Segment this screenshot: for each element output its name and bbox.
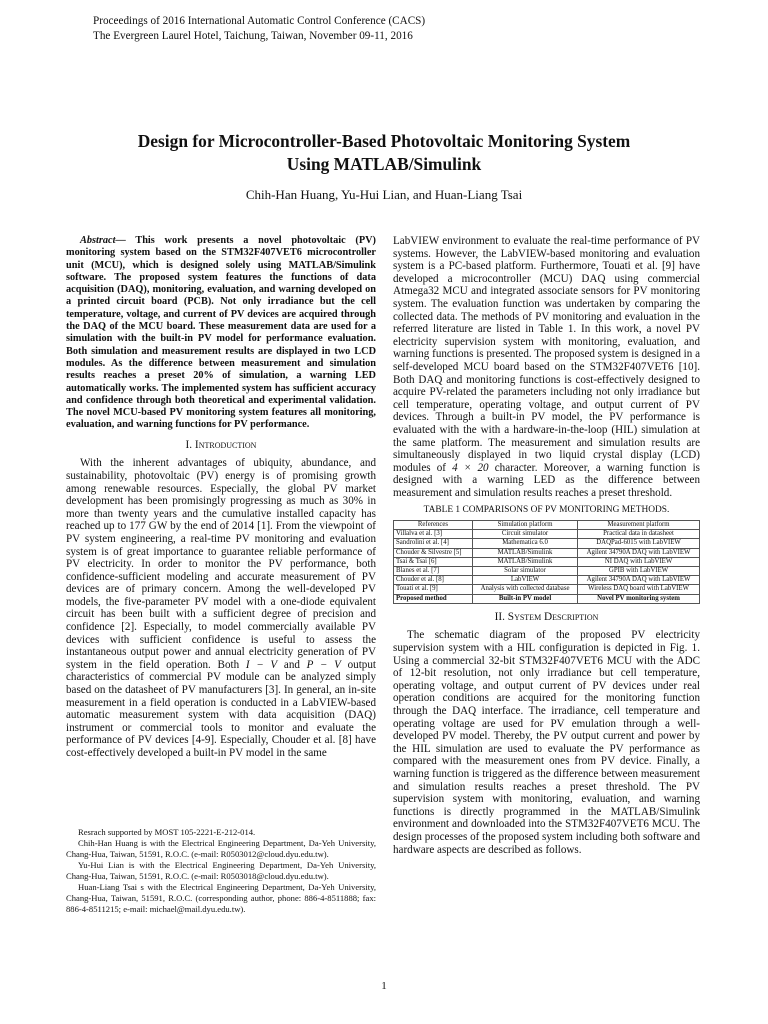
table-cell: Solar simulator: [472, 567, 577, 576]
table-row: [394, 548, 700, 557]
table-cell: Proposed method: [394, 594, 473, 603]
table-cell: NI DAQ with LabVIEW: [578, 557, 700, 566]
title-line-2: Using MATLAB/Simulink: [286, 154, 482, 174]
table-cell: Agilent 34790A DAQ with LabVIEW: [578, 576, 700, 585]
title-line-1: Design for Microcontroller-Based Photovoltaic Monitoring System: [137, 131, 631, 151]
table-cell: Analysis with collected database: [472, 585, 577, 594]
continued-text-b: character. Moreover, a warning function is designed with a warning LED as the difference between measurement and simulation results reaches a preset threshold.: [393, 461, 700, 499]
pv-symbol: P − V: [306, 658, 341, 671]
table-row: [394, 567, 700, 576]
page-number: 1: [381, 980, 387, 992]
intro-paragraph: [66, 457, 376, 759]
abstract-lead: Abstract—: [80, 235, 126, 246]
comparison-table: [393, 520, 700, 604]
header-line-2: The Evergreen Laurel Hotel, Taichung, Taiwan, November 09-11, 2016: [93, 30, 413, 42]
footnote-author-1: Chih-Han Huang is with the Electrical Engineering Department, Da-Yeh University, Chang-Hua, Taiwan, 51591, R.O.C. (e-mail: R0503012@cloud.dyu.edu.tw).: [66, 838, 376, 859]
table-cell: Villalva et al. [3]: [394, 530, 473, 539]
section-heading-system-description: II. System Description: [494, 610, 599, 623]
table-caption: TABLE 1 COMPARISONS OF PV MONITORING METHODS.: [423, 505, 670, 516]
table-cell: Built-in PV model: [472, 594, 577, 603]
continued-text-a: LabVIEW environment to evaluate the real-time performance of PV systems. However, the LabVIEW-based monitoring and evaluation system is a PC-based platform. Furthermore, Touati et al. [9] have developed a microcontroller (MCU) DAQ using commercial Atmega32 MCU and integrated associate sensors for PV monitoring system. The evaluation function was undertaken by comparing the collected data. The methods of PV monitoring and evaluation in the referred literature are listed in Table 1. In this work, a novel PV electricity supervision system with monitoring, evaluation, and warning functions is presented. The proposed system is designed in a self-developed MCU board based on the STM32F407VET6 [10]. Both DAQ and monitoring functions is cost-effectively designed to acquire PV-related the parameters including not only irradiance but cell temperature, operating voltage, and output current of PV devices. Through a built-in PV model, the PV performance is evaluated with the with a hardware-in-the-loop (HIL) simulation at the same platform. The measurement and simulation results are simultaneously displayed in two liquid crystal display (LCD) modules of: [393, 235, 700, 474]
table-cell: Sandrolini et al. [4]: [394, 539, 473, 548]
system-description-paragraph: The schematic diagram of the proposed PV electricity supervision system with a HIL configuration is depicted in Fig. 1. Using a commercial 32-bit STM32F407VET6 MCU with the ADC of 12-bit resolution, not only irradiance but cell temperature, operating voltage, and output current of PV devices under real operation conditions are acquired for the monitoring function through the DAQ interface. The irradiance, cell temperature and operating voltage are used for PV emulation through a well-developed PV model. Thereby, the PV output current and power by the HIL simulation are used to evaluate the PV performance as compared with the measurement ones from PV device. Finally, a warning function is triggered as the difference between measurement and simulation results reaches a preset threshold. The PV supervision system with monitoring, evaluation, and warning functions is directly programmed in the MATLAB/Simulink environment and downloaded into the STM32F407VET6 MCU. The design processes of the proposed system including both software and hardware aspects are described as follows.: [393, 629, 700, 856]
table-cell: MATLAB/Simulink: [472, 557, 577, 566]
intro-and: and: [277, 658, 307, 671]
table-cell: Wireless DAQ board with LabVIEW: [578, 585, 700, 594]
footnotes: [66, 827, 376, 915]
iv-symbol: I − V: [245, 658, 278, 671]
footnote-author-2: Yu-Hui Lian is with the Electrical Engineering Department, Da-Yeh University, Chang-Hua, Taiwan, 51591, R.O.C. (e-mail: R0503018@cloud.dyu.edu.tw).: [66, 860, 376, 881]
table-row: [394, 539, 700, 548]
table-cell: Novel PV monitoring system: [578, 594, 700, 603]
proceedings-header: [93, 14, 425, 44]
table-header-cell: Simulation platform: [472, 521, 577, 530]
table-cell: Blanes et al. [7]: [394, 567, 473, 576]
table-header-cell: Measurement platform: [578, 521, 700, 530]
table-cell: Touati et al. [9]: [394, 585, 473, 594]
right-column: [393, 235, 700, 856]
table-row: [394, 576, 700, 585]
table-header-row: [394, 521, 700, 530]
table-row: [394, 585, 700, 594]
footnote-funding: Resrach supported by MOST 105-2221-E-212-014.: [78, 827, 256, 837]
paper-title: [0, 130, 768, 176]
abstract: [66, 235, 376, 432]
table-cell: GPIB with LabVIEW: [578, 567, 700, 576]
intro-text-b: output characteristics of commercial PV module can be analyzed simply based on the datasheet of PV manufacturers [3]. In general, an in-site measurement in a field operation is conducted in a LabVIEW-based automatic measurement system with data acquisition (DAQ) instrument or commercial tools to monitor and evaluate the performance of PV devices [4-9]. Especially, Chouder et al. [8] have cost-effectively developed a built-in PV model in the same: [66, 658, 376, 759]
table-row: [394, 557, 700, 566]
table-cell: DAQPad-6015 with LabVIEW: [578, 539, 700, 548]
table-cell: Mathematica 6.0: [472, 539, 577, 548]
table-header-cell: References: [394, 521, 473, 530]
author-list: Chih-Han Huang, Yu-Hui Lian, and Huan-Liang Tsai: [245, 187, 523, 202]
table-row-proposed: [394, 594, 700, 603]
continued-paragraph: [393, 235, 700, 499]
table-cell: Tsai & Tsai [6]: [394, 557, 473, 566]
intro-text-a: With the inherent advantages of ubiquity, abundance, and sustainability, photovoltaic (PV) energy is of promising growth among renewable resources. Especially, the global PV market development has been promisingly progressing as much as 30% in more than twenty years and the cumulative installed capacity has reached up to 177 GW by the end of 2014 [1]. From the viewpoint of PV system engineering, a real-time PV monitoring and evaluation system is of great importance to guarantee reliable performance of PV electricity. In order to monitor the PV performance, both confidence-sufficient modeling and accurate measurement of PV devices are of primary concern. Among the well-developed PV models, the five-parameter PV model with a one-diode equivalent circuit has been built with a sufficient degree of precision and confidence [2]. Especially, to model commercially available PV devices with sufficient confidence is useful to assess the instantaneous output power and annual electricity generation of PV system in the field operation. Both: [66, 457, 376, 671]
lcd-size: 4 × 20: [452, 461, 489, 474]
abstract-text: This work presents a novel photovoltaic (PV) monitoring system based on the STM32F407VET6 microcontroller unit (MCU), which is designed solely using MATLAB/Simulink software. The proposed system features the functions of data acquisition (DAQ), monitoring, evaluation, and warning developed on a printed circuit board (PCB). Not only irradiance but the cell temperature, voltage, and current of PV devices are acquired through the DAQ of the MCU board. These measurement data are used for a simulation with the built-in PV model for performance evaluation. Both simulation and measurement results are displayed in two LCD modules. As the difference between measurement and simulation results reaches a preset 20% of simulation, a warning LED automatically works. The implemented system has sufficient accuracy and confidence through both theoretical and experimental validation. The novel MCU-based PV monitoring system features all monitoring, evaluation, and warning functions for PV performance.: [66, 235, 376, 431]
table-row: [394, 530, 700, 539]
table-cell: Chouder et al. [8]: [394, 576, 473, 585]
section-heading-introduction: I. Introduction: [185, 438, 257, 451]
table-cell: Practical data in datasheet: [578, 530, 700, 539]
table-cell: MATLAB/Simulink: [472, 548, 577, 557]
left-column: [66, 235, 376, 760]
footnote-author-3: Huan-Liang Tsai s with the Electrical Engineering Department, Da-Yeh University, Chang-Hua, Taiwan, 51591, R.O.C. (corresponding author, phone: 886-4-8511888; fax: 886-4-8511215; e-mail: michael@mail.dyu.edu.tw).: [66, 882, 376, 914]
table-cell: Circuit simulator: [472, 530, 577, 539]
table-cell: Chouder & Silvestre [5]: [394, 548, 473, 557]
header-line-1: Proceedings of 2016 International Automatic Control Conference (CACS): [93, 15, 426, 27]
table-cell: Agilent 34790A DAQ with LabVIEW: [578, 548, 700, 557]
table-cell: LabVIEW: [472, 576, 577, 585]
